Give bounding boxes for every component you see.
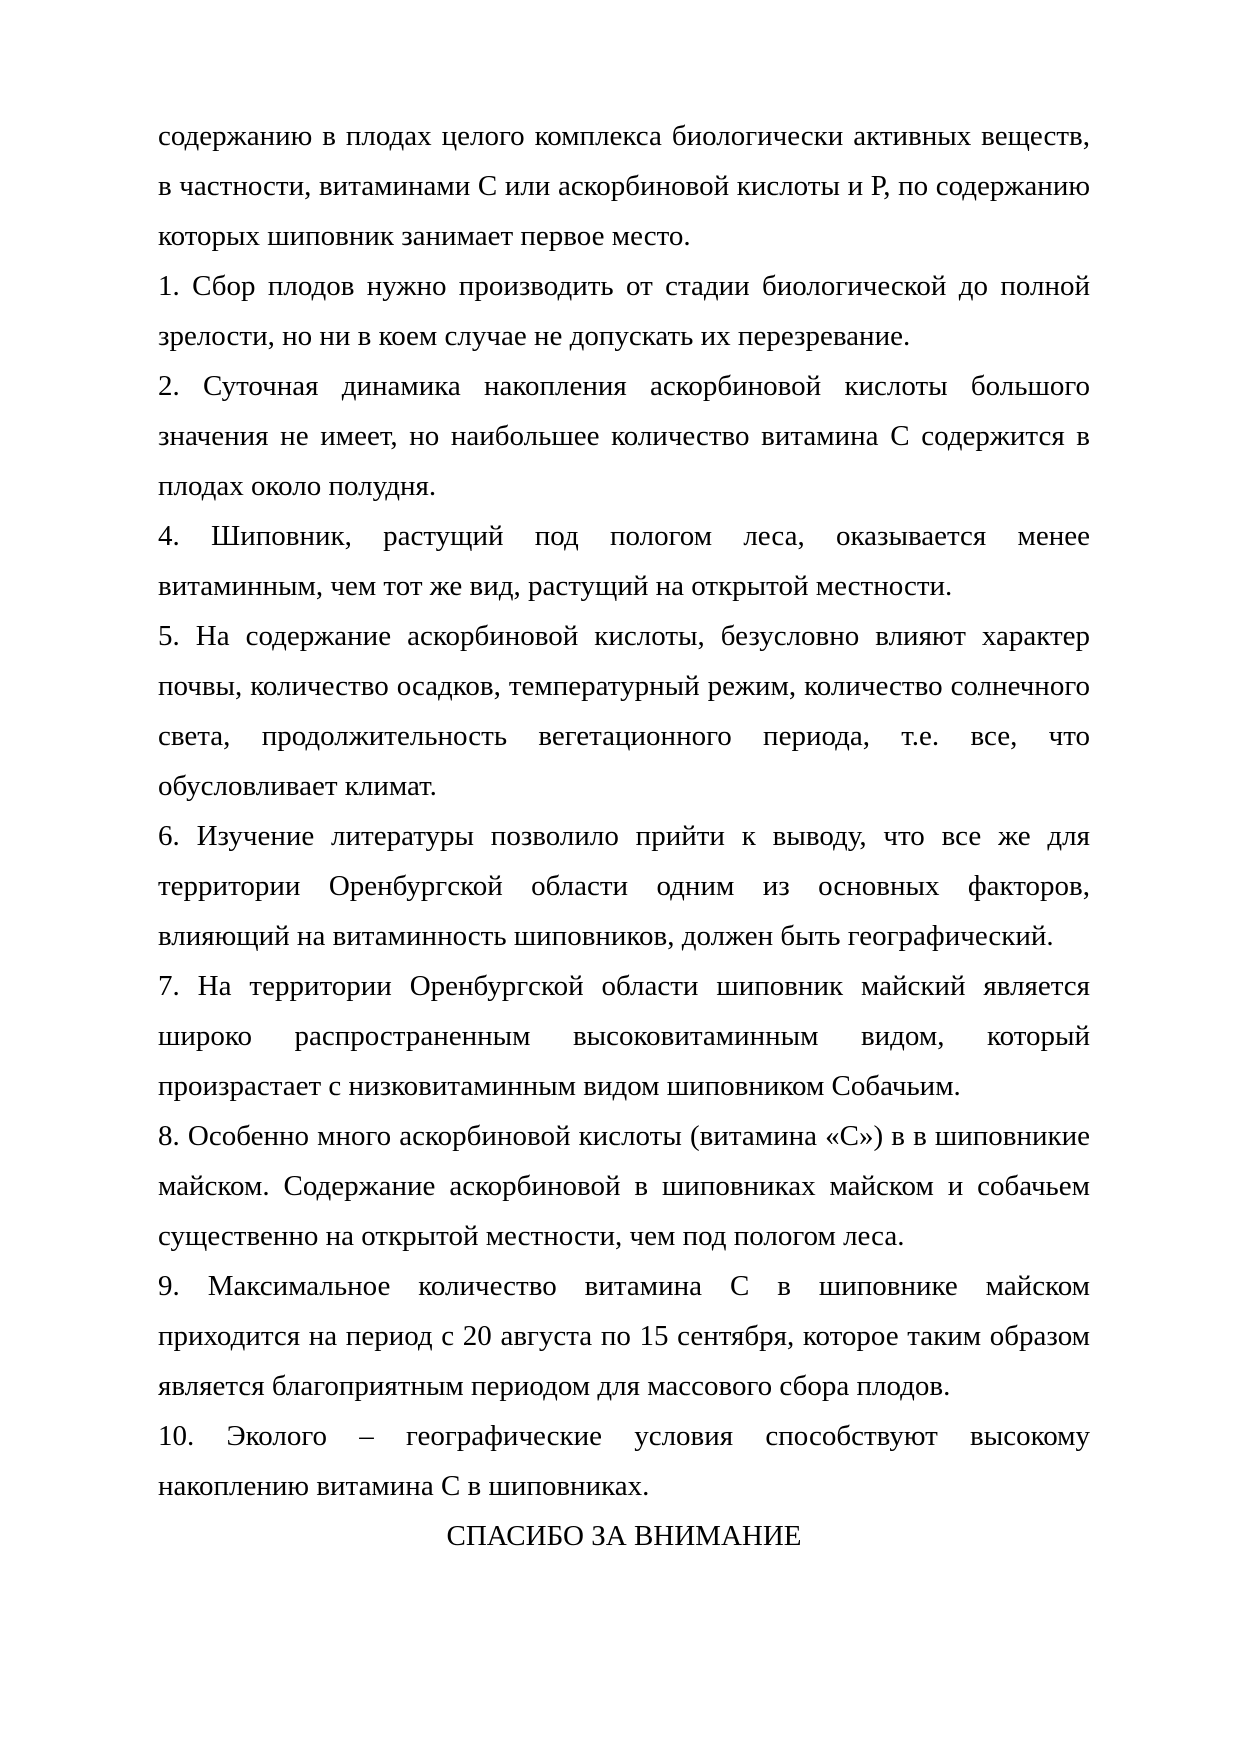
document-text-block — [158, 111, 1090, 1561]
paragraph-item-6: 6. Изучение литературы позволило прийти к выводу, что все же для территории Оренбургской области одним из основных факторов, влияющий на витаминность шиповников, должен быть географический. — [158, 820, 1090, 952]
closing-line: СПАСИБО ЗА ВНИМАНИЕ — [446, 1520, 802, 1552]
paragraph-item-1: 1. Сбор плодов нужно производить от стадии биологической до полной зрелости, но ни в коем случае не допускать их перезревание. — [158, 270, 1090, 352]
paragraph-item-9: 9. Максимальное количество витамина С в шиповнике майском приходится на период с 20 августа по 15 сентября, которое таким образом является благоприятным периодом для массового сбора плодов. — [158, 1270, 1090, 1402]
paragraph-item-8: 8. Особенно много аскорбиновой кислоты (витамина «С») в в шиповникие майском. Содержание аскорбиновой в шиповниках майском и собачьем существенно на открытой местности, чем под пологом леса. — [158, 1120, 1090, 1252]
paragraph-item-5: 5. На содержание аскорбиновой кислоты, безусловно влияют характер почвы, количество осадков, температурный режим, количество солнечного света, продолжительность вегетационного периода, т.е. все, что обусловливает климат. — [158, 620, 1090, 802]
paragraph-item-4: 4. Шиповник, растущий под пологом леса, оказывается менее витаминным, чем тот же вид, растущий на открытой местности. — [158, 520, 1090, 602]
paragraph-continuation: содержанию в плодах целого комплекса биологически активных веществ, в частности, витаминами С или аскорбиновой кислоты и Р, по содержанию которых шиповник занимает первое место. — [158, 120, 1090, 252]
paragraph-item-10: 10. Эколого – географические условия способствуют высокому накоплению витамина С в шиповниках. — [158, 1420, 1090, 1502]
paragraph-item-2: 2. Суточная динамика накопления аскорбиновой кислоты большого значения не имеет, но наибольшее количество витамина С содержится в плодах около полудня. — [158, 370, 1090, 502]
paragraph-item-7: 7. На территории Оренбургской области шиповник майский является широко распространенным высоковитаминным видом, который произрастает с низковитаминным видом шиповником Собачьим. — [158, 970, 1090, 1102]
